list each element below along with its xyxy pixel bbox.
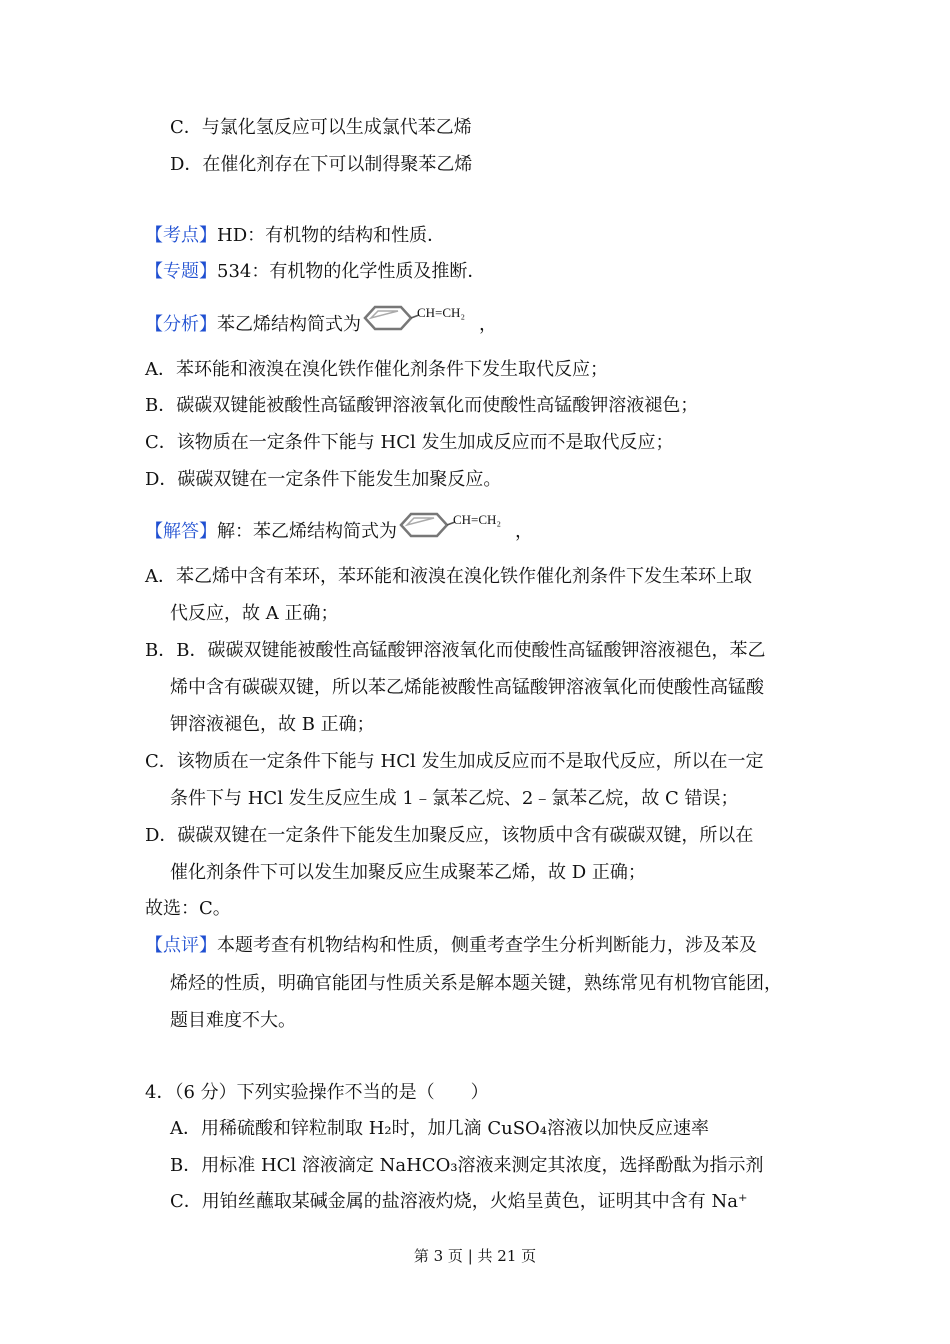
jieda-line: 钾溶液褪色，故 B 正确； [170, 714, 375, 735]
zhuanti-text: 534：有机物的化学性质及推断． [217, 261, 486, 282]
dianping-text: 本题考查有机物结构和性质，侧重考查学生分析判断能力，涉及苯及 [217, 935, 757, 956]
zhuanti-line [145, 260, 485, 284]
formula-text: CH=CH₂ [453, 512, 501, 527]
jieda-line: B．B．碳碳双键能被酸性高锰酸钾溶液氧化而使酸性高锰酸钾溶液褪色，苯乙 [145, 640, 766, 661]
jieda-line: C．该物质在一定条件下能与 HCl 发生加成反应而不是取代反应，所以在一定 [145, 751, 764, 772]
option-d-prev: D．在催化剂存在下可以制得聚苯乙烯 [170, 154, 473, 175]
fenxi-item: C．该物质在一定条件下能与 HCl 发生加成反应而不是取代反应； [145, 432, 674, 453]
kaodian-text: HD：有机物的结构和性质． [217, 225, 446, 246]
jieda-line: 催化剂条件下可以发生加聚反应生成聚苯乙烯，故 D 正确； [170, 862, 646, 883]
jieda-tag: 【解答】 [145, 521, 217, 542]
fenxi-text: 苯乙烯结构简式为 [217, 314, 361, 335]
question-4-stem: 4．（6 分）下列实验操作不当的是（ ） [145, 1082, 489, 1103]
jieda-line: 烯中含有碳碳双键，所以苯乙烯能被酸性高锰酸钾溶液氧化而使酸性高锰酸 [170, 677, 764, 698]
jieda-line: A．苯乙烯中含有苯环，苯环能和液溴在溴化铁作催化剂条件下发生苯环上取 [145, 566, 752, 587]
styrene-structure [397, 508, 515, 542]
question-4-option-a: A．用稀硫酸和锌粒制取 H₂时，加几滴 CuSO₄溶液以加快反应速率 [170, 1118, 710, 1139]
kaodian-tag: 【考点】 [145, 225, 217, 246]
fenxi-item: A．苯环能和液溴在溴化铁作催化剂条件下发生取代反应； [145, 359, 608, 380]
fenxi-item: B．碳碳双键能被酸性高锰酸钾溶液氧化而使酸性高锰酸钾溶液褪色； [145, 395, 699, 416]
fenxi-line [145, 305, 497, 337]
comma: ， [479, 314, 497, 335]
question-4-option-b: B．用标准 HCl 溶液滴定 NaHCO₃溶液来测定其浓度，选择酚酞为指示剂 [170, 1155, 764, 1176]
styrene-structure [361, 301, 479, 335]
jieda-text: 解：苯乙烯结构简式为 [217, 521, 397, 542]
zhuanti-tag: 【专题】 [145, 261, 217, 282]
comma: ， [515, 521, 533, 542]
jieda-line: 条件下与 HCl 发生反应生成 1﹣氯苯乙烷、2﹣氯苯乙烷，故 C 错误； [170, 788, 739, 809]
benzene-ring-icon [361, 303, 421, 333]
fenxi-tag: 【分析】 [145, 314, 217, 335]
formula-text: CH=CH₂ [417, 305, 465, 320]
dianping-line: 烯烃的性质，明确官能团与性质关系是解本题关键，熟练常见有机物官能团， [170, 973, 782, 994]
kaodian-line [145, 224, 445, 248]
page-footer: 第 3 页 | 共 21 页 [413, 1247, 537, 1265]
jieda-line: D．碳碳双键在一定条件下能发生加聚反应，该物质中含有碳碳双键，所以在 [145, 825, 754, 846]
question-4-option-c: C．用铂丝蘸取某碱金属的盐溶液灼烧，火焰呈黄色，证明其中含有 Na⁺ [170, 1191, 748, 1212]
answer: 故选：C。 [145, 898, 231, 919]
benzene-ring-icon [397, 510, 457, 540]
dianping-tag: 【点评】 [145, 935, 217, 956]
option-c-prev: C．与氯化氢反应可以生成氯代苯乙烯 [170, 117, 472, 138]
dianping-line: 题目难度不大。 [170, 1010, 296, 1031]
jieda-line [145, 512, 533, 544]
jieda-line: 代反应，故 A 正确； [170, 603, 339, 624]
fenxi-item: D．碳碳双键在一定条件下能发生加聚反应。 [145, 469, 502, 490]
dianping-line [145, 934, 757, 958]
